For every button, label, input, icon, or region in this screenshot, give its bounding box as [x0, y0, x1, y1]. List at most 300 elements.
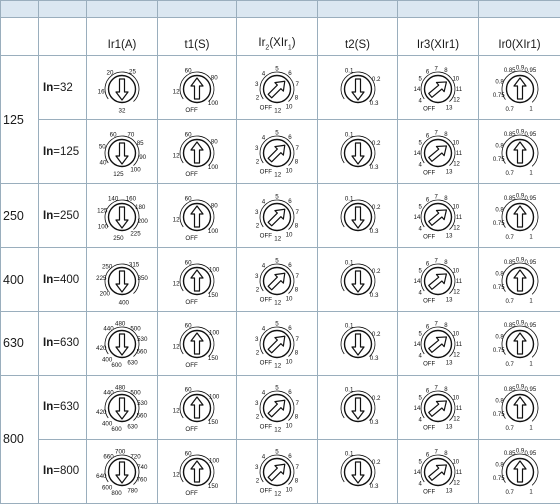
dial-tick-label: 85 [136, 139, 144, 147]
ir2-cell [237, 56, 318, 120]
dial-tick-label: 0.9 [515, 320, 524, 327]
dial-tick-label: 60 [184, 258, 192, 266]
ir2-cell [237, 184, 318, 248]
dial-tick-label: 0.85 [503, 259, 516, 266]
dial-tick-label: 10 [285, 423, 293, 431]
ir1-dial[interactable] [88, 316, 156, 370]
header-spacer-frame [1, 17, 39, 56]
ir1-cell [87, 312, 158, 376]
ir3-dial[interactable] [400, 444, 476, 498]
dial-tick-label: 10 [452, 331, 460, 338]
rated-current-label [39, 375, 87, 439]
dial-tick-label: 8 [444, 259, 448, 266]
dial-tick-label: 0.75 [492, 220, 505, 227]
dial-tick-label: 0.7 [504, 426, 514, 433]
header-row [1, 17, 560, 56]
ir0-cell [479, 184, 560, 248]
dial-tick-label: 1 [528, 170, 533, 177]
ir1-cell [87, 439, 158, 503]
dial-tick-label: 0.2 [371, 395, 380, 403]
t2-cell [318, 56, 398, 120]
dial-tick-label: 6 [288, 453, 292, 461]
ir1-dial[interactable] [88, 189, 156, 243]
dial-tick-label: 10 [285, 231, 293, 239]
dial-tick-label: 1 [528, 426, 533, 433]
dial-tick-label: 12 [274, 490, 282, 498]
dial-tick-label: 60 [184, 131, 192, 139]
dial-tick-label: 100 [97, 222, 109, 230]
dial-tick-label: 350 [137, 274, 148, 282]
dial-tick-label: 440 [103, 389, 114, 397]
dial-tick-label: 6 [288, 389, 292, 397]
col-header-t1: t1(S) [158, 17, 237, 56]
dial-tick-label: 0.75 [492, 348, 505, 355]
dial-tick-label: 0.3 [369, 355, 378, 363]
dial-tick-label: 480 [115, 385, 126, 393]
rated-current-value: =630 [53, 337, 80, 350]
dial-tick-label: 150 [207, 291, 219, 299]
dial-tick-label: 7 [434, 194, 438, 201]
t1-dial[interactable] [160, 444, 234, 498]
dial-tick-label: OFF [259, 295, 273, 303]
dial-tick-label: 10 [452, 395, 460, 402]
frame-size-label: 125 [1, 56, 39, 184]
t1-dial[interactable] [160, 125, 234, 179]
dial-tick-label: 60 [109, 131, 117, 139]
rated-current-value: =125 [53, 145, 80, 158]
dial-tick-label: 13 [445, 488, 453, 495]
ir2-dial[interactable] [239, 189, 315, 243]
dial-tick-label: OFF [185, 170, 198, 178]
dial-tick-label: 0.7 [504, 170, 514, 177]
ir0-cell [479, 312, 560, 376]
dial-tick-label: 3 [254, 80, 259, 88]
dial-tick-label: 12 [172, 407, 180, 415]
dial-tick-label: 2 [255, 221, 260, 229]
rated-current-symbol: In [43, 273, 54, 286]
dial-tick-label: 150 [207, 355, 219, 363]
dial-tick-label: 7 [295, 464, 300, 472]
dial-tick-label: 60 [184, 386, 192, 394]
ir1-cell [87, 56, 158, 120]
dial-tick-label: 140 [107, 195, 119, 203]
dial-tick-label: 0.2 [371, 267, 380, 275]
ir2-cell [237, 312, 318, 376]
ir3-cell [398, 120, 479, 184]
dial-tick-label: 0.9 [515, 65, 524, 72]
dial-tick-label: 13 [445, 296, 453, 303]
dial-tick-label: 0.95 [523, 451, 536, 458]
t1-dial[interactable] [160, 253, 234, 307]
rated-current-symbol: In [43, 337, 54, 350]
dial-tick-label: 0.75 [492, 92, 505, 99]
dial-tick-label: 0.8 [494, 142, 504, 149]
dial-tick-label: 5 [275, 65, 279, 73]
dial-tick-label: OFF [185, 106, 198, 114]
ir0-dial[interactable] [481, 380, 559, 434]
rated-current-symbol: In [43, 145, 54, 158]
rated-current-label [39, 184, 87, 248]
dial-tick-label: 0.75 [492, 156, 505, 163]
dial-tick-label: 3 [254, 400, 259, 408]
ir1-dial[interactable] [88, 444, 156, 498]
dial-tick-label: 6 [425, 196, 430, 203]
dial-tick-label: 5 [418, 395, 422, 402]
frame-size-label: 800 [1, 375, 39, 503]
ir0-cell [479, 120, 560, 184]
dial-tick-label: 0.7 [504, 298, 514, 305]
dial-tick-label: 3 [254, 144, 259, 152]
dial-tick-label: 0.1 [344, 322, 353, 330]
dial-tick-label: 1 [528, 298, 533, 305]
dial-tick-label: 720 [130, 453, 141, 461]
dial-tick-label: 7 [434, 386, 438, 393]
dial-tick-label: 250 [101, 263, 113, 271]
dial-tick-label: 4 [261, 133, 266, 141]
t1-dial[interactable] [160, 61, 234, 115]
dial-tick-label: 5 [418, 267, 422, 274]
t2-dial[interactable] [321, 444, 395, 498]
dial-tick-label: 7 [295, 144, 300, 152]
dial-tick-label: 8 [444, 387, 448, 394]
dial-tick-label: OFF [423, 234, 436, 241]
dial-tick-label: 0.85 [503, 67, 516, 74]
dial-tick-label: 12 [274, 426, 282, 434]
dial-tick-label: OFF [423, 106, 436, 113]
ir2-dial[interactable] [239, 444, 315, 498]
dial-tick-label: 400 [101, 420, 113, 428]
dial-tick-label: 10 [285, 359, 293, 367]
rated-current-value: =32 [53, 81, 73, 94]
dial-tick-label: 13 [445, 232, 453, 239]
dial-tick-label: 640 [96, 473, 107, 481]
header-band-cell [398, 1, 479, 18]
dial-tick-label: 180 [135, 203, 146, 211]
dial-tick-label: 7 [434, 130, 438, 137]
rated-current-value: =630 [53, 401, 80, 414]
dial-tick-label: 4 [418, 418, 422, 425]
ir1-dial[interactable] [88, 125, 156, 179]
dial-tick-label: 0.1 [344, 195, 353, 203]
dial-tick-label: 0.8 [494, 398, 504, 405]
dial-tick-label: OFF [423, 425, 436, 432]
t2-cell [318, 120, 398, 184]
dial-tick-label: 400 [118, 298, 129, 306]
dial-tick-label: 0.8 [494, 334, 504, 341]
dial-tick-label: 12 [453, 96, 460, 103]
t2-dial[interactable] [321, 253, 395, 307]
col-header-ir3: Ir3(XIr1) [398, 17, 479, 56]
dial-tick-label: 5 [418, 75, 422, 82]
dial-tick-label: 80 [210, 138, 218, 146]
t2-dial[interactable] [321, 61, 395, 115]
header-corner-frame [1, 1, 39, 18]
dial-tick-label: 600 [111, 426, 122, 434]
t2-cell [318, 439, 398, 503]
ir3-dial[interactable] [400, 253, 476, 307]
t1-cell [158, 312, 237, 376]
t1-cell [158, 184, 237, 248]
dial-tick-label: 0.2 [371, 75, 380, 83]
ir2-dial[interactable] [239, 253, 315, 307]
dial-tick-label: 0.95 [523, 195, 536, 202]
rated-current-symbol: In [43, 465, 54, 478]
dial-tick-label: 11 [455, 278, 463, 285]
rated-current-label [39, 120, 87, 184]
dial-tick-label: OFF [185, 490, 198, 498]
dial-tick-label: 560 [136, 349, 147, 357]
col-header-ir1: Ir1(A) [87, 17, 158, 56]
ir0-dial[interactable] [481, 444, 559, 498]
dial-tick-label: 0.8 [494, 270, 504, 277]
rated-current-value: =800 [53, 465, 80, 478]
t2-cell [318, 375, 398, 439]
ir2-dial[interactable] [239, 380, 315, 434]
dial-tick-label: OFF [423, 490, 436, 497]
dial-tick-label: 10 [452, 139, 460, 146]
dial-tick-label: 10 [285, 487, 293, 495]
ir0-dial[interactable] [481, 61, 559, 115]
dial-tick-label: 60 [184, 67, 192, 75]
t2-cell [318, 248, 398, 312]
setting-row [1, 56, 560, 120]
dial-tick-label: 14 [413, 406, 421, 413]
dial-tick-label: 12 [172, 279, 180, 287]
dial-tick-label: 0.3 [369, 163, 378, 171]
dial-tick-label: 10 [285, 167, 293, 175]
dial-tick-label: 10 [285, 103, 293, 111]
setting-row [1, 439, 560, 503]
dial-tick-label: 0.95 [523, 131, 536, 138]
ir1-cell [87, 120, 158, 184]
ir2-dial[interactable] [239, 61, 315, 115]
t1-dial[interactable] [160, 189, 234, 243]
dial-tick-label: 5 [275, 129, 279, 137]
dial-tick-label: 13 [445, 168, 453, 175]
dial-tick-label: 630 [127, 424, 138, 432]
dial-tick-label: 0.9 [515, 193, 524, 200]
dial-tick-label: 12 [453, 224, 460, 231]
dial-tick-label: 8 [294, 285, 299, 293]
dial-tick-label: 12 [274, 171, 282, 179]
dial-tick-label: 0.8 [494, 78, 504, 85]
dial-tick-label: OFF [185, 234, 198, 242]
dial-tick-label: 250 [113, 234, 124, 242]
rated-current-label [39, 312, 87, 376]
dial-tick-label: OFF [423, 362, 436, 369]
dial-tick-label: 5 [275, 448, 279, 456]
dial-tick-label: 760 [136, 477, 147, 485]
header-band-cell [158, 1, 237, 18]
col-header-t2: t2(S) [318, 17, 398, 56]
dial-tick-label: 560 [136, 413, 147, 421]
t1-dial[interactable] [160, 316, 234, 370]
ir3-dial[interactable] [400, 125, 476, 179]
dial-tick-label: 0.1 [344, 258, 353, 266]
header-spacer-in [39, 17, 87, 56]
t1-cell [158, 56, 237, 120]
dial-tick-label: 12 [172, 343, 180, 351]
dial-tick-label: 5 [275, 384, 279, 392]
dial-tick-label: 12 [274, 107, 282, 115]
dial-tick-label: 0.85 [503, 387, 516, 394]
dial-tick-label: 600 [111, 362, 122, 370]
dial-tick-label: 4 [261, 325, 266, 333]
ir1-cell [87, 184, 158, 248]
dial-tick-label: 0.75 [492, 412, 505, 419]
dial-tick-label: 4 [418, 482, 422, 489]
t2-dial[interactable] [321, 125, 395, 179]
dial-tick-label: 50 [98, 142, 106, 150]
dial-tick-label: 0.75 [492, 476, 505, 483]
dial-tick-label: 6 [288, 133, 292, 141]
dial-tick-label: 11 [455, 150, 463, 157]
dial-tick-label: 630 [127, 360, 138, 368]
dial-tick-label: 0.2 [371, 203, 380, 211]
ir1-dial[interactable] [88, 380, 156, 434]
dial-tick-label: 10 [452, 203, 460, 210]
rated-current-value: =400 [53, 273, 80, 286]
dial-tick-label: 8 [294, 349, 299, 357]
dial-tick-label: 6 [288, 197, 292, 205]
dial-tick-label: 2 [255, 157, 260, 165]
ir2-cell [237, 248, 318, 312]
dial-tick-label: 8 [444, 323, 448, 330]
dial-tick-label: 0.1 [344, 450, 353, 458]
dial-tick-label: OFF [185, 298, 198, 306]
ir0-dial[interactable] [481, 316, 559, 370]
dial-tick-label: 6 [288, 69, 292, 77]
t2-dial[interactable] [321, 380, 395, 434]
dial-tick-label: 6 [425, 132, 430, 139]
ir3-cell [398, 439, 479, 503]
dial-tick-label: 2 [255, 349, 260, 357]
dial-tick-label: 315 [128, 260, 140, 268]
dial-tick-label: 420 [96, 409, 107, 417]
dial-tick-label: 7 [295, 336, 300, 344]
dial-tick-label: 0.8 [494, 206, 504, 213]
dial-tick-label: 5 [418, 139, 422, 146]
dial-tick-label: 8 [294, 477, 299, 485]
dial-tick-label: 1 [528, 490, 533, 497]
dial-tick-label: 80 [210, 202, 218, 210]
dial-tick-label: 6 [425, 388, 430, 395]
ir0-dial[interactable] [481, 189, 559, 243]
rated-current-symbol: In [43, 209, 54, 222]
dial-tick-label: 0.2 [371, 139, 380, 147]
dial-tick-label: OFF [185, 426, 198, 434]
header-band-cell [87, 1, 158, 18]
dial-tick-label: 10 [452, 75, 460, 82]
dial-tick-label: 40 [99, 158, 107, 166]
ir2-dial[interactable] [239, 316, 315, 370]
dial-tick-label: 3 [254, 336, 259, 344]
dial-tick-label: 8 [294, 413, 299, 421]
dial-tick-label: 4 [261, 453, 266, 461]
dial-tick-label: OFF [259, 103, 273, 111]
t2-dial[interactable] [321, 316, 395, 370]
dial-tick-label: 100 [209, 457, 220, 465]
dial-tick-label: 225 [130, 230, 141, 238]
header-band-cell [237, 1, 318, 18]
dial-tick-label: OFF [185, 362, 198, 370]
dial-tick-label: 80 [210, 74, 218, 82]
dial-tick-label: 440 [103, 325, 114, 333]
dial-tick-label: 0.8 [494, 462, 504, 469]
ir2-dial[interactable] [239, 125, 315, 179]
ir3-dial[interactable] [400, 380, 476, 434]
dial-tick-label: 12 [453, 480, 460, 487]
dial-tick-label: 7 [434, 66, 438, 73]
ir1-cell [87, 375, 158, 439]
rated-current-label [39, 56, 87, 120]
dial-tick-label: 8 [294, 157, 299, 165]
dial-tick-label: 100 [207, 99, 219, 107]
ir2-cell [237, 120, 318, 184]
ir0-dial[interactable] [481, 253, 559, 307]
dial-tick-label: 5 [275, 193, 279, 201]
ir0-cell [479, 248, 560, 312]
header-band-cell [318, 1, 398, 18]
dial-tick-label: 0.95 [523, 259, 536, 266]
dial-tick-label: 14 [413, 278, 421, 285]
ir3-dial[interactable] [400, 316, 476, 370]
t2-cell [318, 184, 398, 248]
dial-tick-label: 3 [254, 208, 259, 216]
ir1-cell [87, 248, 158, 312]
dial-tick-label: 100 [207, 227, 219, 235]
dial-tick-label: 6 [425, 452, 430, 459]
dial-tick-label: 7 [434, 450, 438, 457]
dial-tick-label: 0.3 [369, 483, 378, 491]
dial-tick-label: 12 [453, 288, 460, 295]
dial-tick-label: 125 [113, 170, 124, 178]
dial-tick-label: 4 [261, 197, 266, 205]
dial-tick-label: 100 [130, 166, 141, 174]
dial-tick-label: 0.7 [504, 490, 514, 497]
frame-size-label: 630 [1, 312, 39, 376]
dial-tick-label: 6 [425, 324, 430, 331]
dial-tick-label: 10 [452, 267, 460, 274]
dial-tick-label: 14 [413, 86, 421, 93]
header-band-cell [479, 1, 560, 18]
ir2-cell [237, 439, 318, 503]
dial-tick-label: 14 [413, 470, 421, 477]
ir3-dial[interactable] [400, 61, 476, 115]
ir0-dial[interactable] [481, 125, 559, 179]
rated-current-label [39, 439, 87, 503]
dial-tick-label: 2 [255, 93, 260, 101]
dial-tick-label: 6 [288, 261, 292, 269]
t2-dial[interactable] [321, 189, 395, 243]
dial-tick-label: 5 [418, 459, 422, 466]
dial-tick-label: 32 [118, 107, 126, 115]
dial-tick-label: 660 [103, 453, 114, 461]
setting-row [1, 120, 560, 184]
ir1-dial[interactable] [88, 61, 156, 115]
ir3-dial[interactable] [400, 189, 476, 243]
dial-tick-label: OFF [259, 231, 273, 239]
dial-tick-label: 4 [418, 226, 422, 233]
dial-tick-label: 0.7 [504, 234, 514, 241]
ir3-cell [398, 184, 479, 248]
ir0-cell [479, 375, 560, 439]
dial-tick-label: 12 [172, 151, 180, 159]
t1-dial[interactable] [160, 380, 234, 434]
t1-cell [158, 120, 237, 184]
ir1-dial[interactable] [88, 253, 156, 307]
col-header-ir2: $Ir_2(XIr_1)$ [237, 17, 318, 56]
